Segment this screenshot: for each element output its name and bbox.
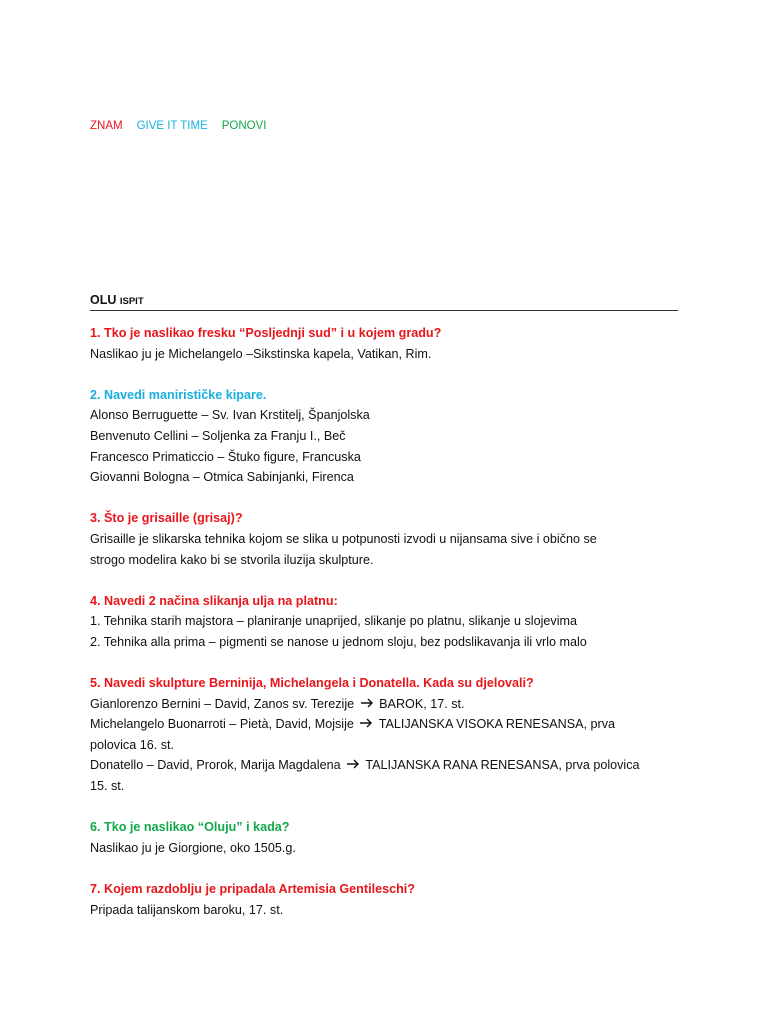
question-title: 6. Tko je naslikao “Oluju” i kada? bbox=[90, 820, 290, 835]
answer-line: 1. Tehnika starih majstora – planiranje unaprijed, slikanje po platnu, slikanje u slojevima bbox=[90, 614, 577, 629]
question-5 bbox=[90, 673, 690, 797]
answer-line: strogo modelira kako bi se stvorila iluzija skulpture. bbox=[90, 552, 374, 567]
page-header bbox=[90, 293, 678, 311]
answer-line: Naslikao ju je Giorgione, oko 1505.g. bbox=[90, 840, 296, 855]
question-title: 1. Tko je naslikao fresku “Posljednji sud” i u kojem gradu? bbox=[90, 326, 442, 340]
question-list bbox=[90, 323, 690, 920]
question-title: 5. Navedi skulpture Berninija, Michelangela i Donatella. Kada su djelovali? bbox=[90, 676, 534, 691]
answer-line: Giovanni Bologna – Otmica Sabinjanki, Firenca bbox=[90, 470, 354, 485]
question-title: 7. Kojem razdoblju je pripadala Artemisia Gentileschi? bbox=[90, 882, 415, 897]
question-title: 4. Navedi 2 načina slikanja ulja na platnu: bbox=[90, 593, 338, 608]
question-title: 3. Što je grisaille (grisaj)? bbox=[90, 511, 243, 526]
question-4 bbox=[90, 591, 690, 653]
arrow-right-icon bbox=[346, 759, 360, 769]
answer-line bbox=[90, 755, 690, 776]
arrow-right-icon bbox=[360, 698, 374, 708]
question-7 bbox=[90, 879, 690, 920]
legend-znam: ZNAM bbox=[90, 120, 123, 132]
answer-text: Michelangelo Buonarroti – Pietà, David, Mojsije bbox=[90, 717, 354, 732]
header-title: OLU bbox=[90, 293, 117, 307]
answer-line: 2. Tehnika alla prima – pigmenti se nanose u jednom sloju, bez podslikavanja ili vrlo malo bbox=[90, 634, 587, 649]
answer-line bbox=[90, 694, 690, 715]
answer-text: BAROK, 17. st. bbox=[379, 696, 465, 711]
arrow-right-icon bbox=[359, 718, 373, 728]
answer-line: polovica 16. st. bbox=[90, 737, 175, 752]
legend-ponovi: PONOVI bbox=[221, 120, 267, 132]
answer-text: TALIJANSKA VISOKA RENESANSA, prva bbox=[378, 717, 616, 732]
answer-line: Benvenuto Cellini – Soljenka za Franju I., Beč bbox=[90, 428, 346, 443]
question-6 bbox=[90, 817, 690, 858]
question-1 bbox=[90, 323, 690, 364]
legend-give-it-time: GIVE IT TIME bbox=[136, 120, 208, 132]
answer-line: 15. st. bbox=[90, 779, 125, 794]
answer-text: Donatello – David, Prorok, Marija Magdalena bbox=[90, 758, 341, 773]
header-subtitle: ISPIT bbox=[119, 296, 144, 307]
question-2 bbox=[90, 385, 690, 488]
question-title: 2. Navedi manirističke kipare. bbox=[90, 387, 267, 402]
answer-text: Gianlorenzo Bernini – David, Zanos sv. Terezije bbox=[90, 696, 355, 711]
answer-text: TALIJANSKA RANA RENESANSA, prva polovica bbox=[365, 758, 640, 773]
answer-line: Naslikao ju je Michelangelo –Sikstinska kapela, Vatikan, Rim. bbox=[90, 346, 432, 361]
color-legend bbox=[90, 120, 266, 132]
answer-line bbox=[90, 714, 690, 735]
answer-line: Alonso Berruguette – Sv. Ivan Krstitelj, Španjolska bbox=[90, 408, 370, 423]
answer-line: Grisaille je slikarska tehnika kojom se slika u potpunosti izvodi u nijansama sive i obično se bbox=[90, 531, 597, 546]
answer-line: Francesco Primaticcio – Štuko figure, Francuska bbox=[90, 449, 361, 464]
question-3 bbox=[90, 508, 690, 570]
answer-line: Pripada talijanskom baroku, 17. st. bbox=[90, 902, 284, 917]
